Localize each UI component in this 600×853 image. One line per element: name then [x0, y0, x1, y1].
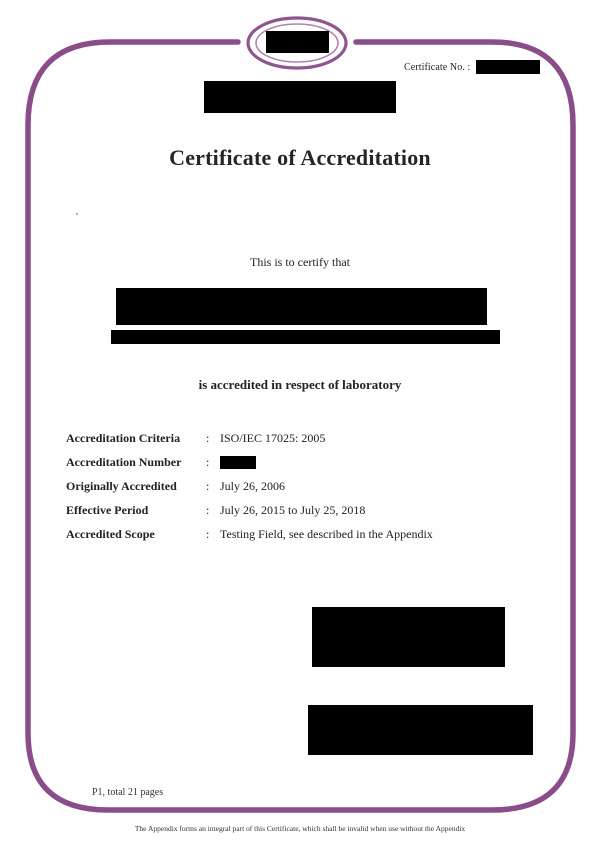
certify-text: This is to certify that — [250, 255, 350, 269]
detail-label: Originally Accredited — [66, 478, 177, 493]
detail-value-redacted — [220, 455, 526, 470]
accreditation-details — [66, 426, 526, 546]
laboratory-name-redaction — [116, 288, 487, 325]
page-count: P1, total 21 pages — [92, 787, 164, 798]
detail-value: ISO/IEC 17025: 2005 — [220, 430, 326, 445]
detail-colon: : — [206, 502, 210, 517]
issuer-name-redaction — [204, 81, 396, 113]
detail-label: Accreditation Number — [66, 454, 182, 469]
accreditation-number-redaction — [220, 456, 256, 469]
detail-label: Accredited Scope — [66, 526, 155, 541]
detail-row-criteria — [66, 426, 526, 450]
detail-colon: : — [206, 454, 210, 469]
scan-speck — [76, 213, 78, 215]
detail-row-originally-accredited — [66, 474, 526, 498]
detail-value: Testing Field, see described in the Appendix — [220, 526, 433, 541]
detail-label: Effective Period — [66, 502, 149, 517]
detail-value: July 26, 2015 to July 25, 2018 — [220, 502, 366, 517]
detail-value: July 26, 2006 — [220, 478, 286, 493]
detail-label: Accreditation Criteria — [66, 430, 181, 445]
certificate-number-redaction — [476, 60, 540, 74]
certificate-number — [404, 60, 540, 74]
accredited-statement: is accredited in respect of laboratory — [198, 377, 402, 392]
signatory-name-redaction — [308, 705, 533, 755]
detail-colon: : — [206, 478, 210, 493]
emblem-redaction — [266, 31, 329, 53]
laboratory-address-redaction — [111, 330, 500, 344]
detail-colon: : — [206, 430, 210, 445]
detail-colon: : — [206, 526, 210, 541]
footer-note: The Appendix forms an integral part of this Certificate, which shall be invalid when use without the Appendix — [134, 824, 466, 833]
detail-row-accredited-scope — [66, 522, 526, 546]
signature-redaction — [312, 607, 505, 667]
certificate-number-label: Certificate No. : — [404, 61, 471, 73]
page-title: Certificate of Accreditation — [169, 145, 431, 170]
detail-row-accreditation-number — [66, 450, 526, 474]
detail-row-effective-period — [66, 498, 526, 522]
